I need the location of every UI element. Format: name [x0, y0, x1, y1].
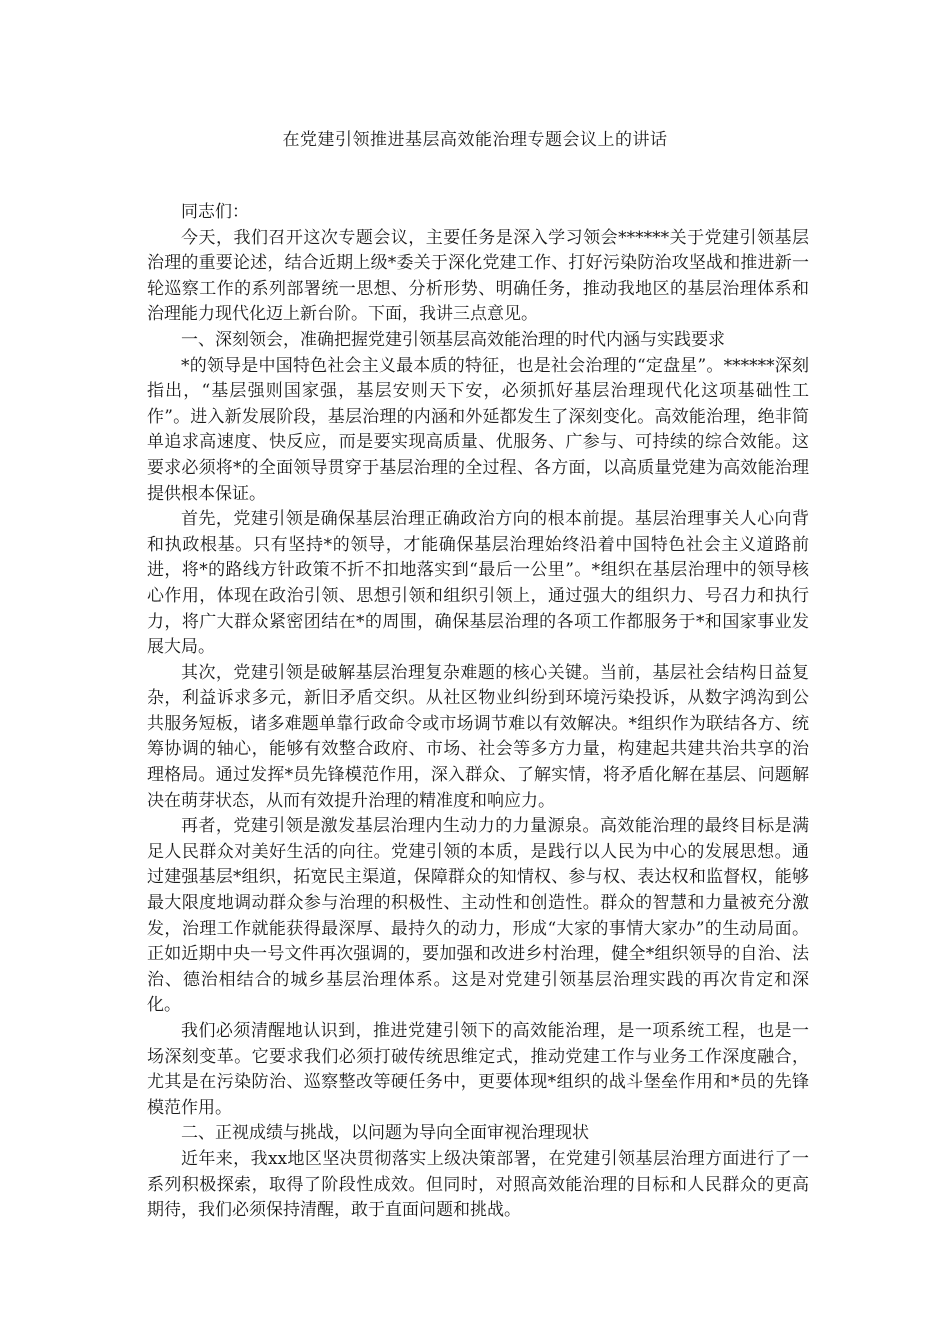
body-paragraph: 首先，党建引领是确保基层治理正确政治方向的根本前提。基层治理事关人心向背和执政根基。只有坚持*的领导，才能确保基层治理始终沿着中国特色社会主义道路前进，将*的路线方针政策不折不扣地落实到“最后一公里”。*组织在基层治理中的领导核心作用，体现在政治引领、思想引领和组织引领上，通过强大的组织力、号召力和执行力，将广大群众紧密团结在*的周围，确保基层治理的各项工作都服务于*和国家事业发展大局。: [147, 509, 809, 658]
document-title: 在党建引领推进基层高效能治理专题会议上的讲话: [282, 130, 668, 150]
document-body: [147, 200, 809, 1224]
salutation-paragraph: 同志们：: [181, 202, 249, 222]
body-paragraph: 我们必须清醒地认识到，推进党建引领下的高效能治理，是一项系统工程，也是一场深刻变革。它要求我们必须打破传统思维定式，推动党建工作与业务工作深度融合，尤其是在污染防治、巡察整改等硬任务中，更要体现*组织的战斗堡垒作用和*员的先锋模范作用。: [147, 1021, 809, 1118]
body-paragraph: 近年来，我xx地区坚决贯彻落实上级决策部署，在党建引领基层治理方面进行了一系列积极探索，取得了阶段性成效。但同时，对照高效能治理的目标和人民群众的更高期待，我们必须保持清醒，敢于直面问题和挑战。: [147, 1148, 809, 1221]
body-paragraph: *的领导是中国特色社会主义最本质的特征，也是社会治理的“定盘星”。******深刻指出，“基层强则国家强，基层安则天下安，必须抓好基层治理现代化这项基础性工作”。进入新发展阶段，基层治理的内涵和外延都发生了深刻变化。高效能治理，绝非简单追求高速度、快反应，而是要实现高质量、优服务、广参与、可持续的综合效能。这要求必须将*的全面领导贯穿于基层治理的全过程、各方面，以高质量党建为高效能治理提供根本保证。: [147, 355, 809, 504]
opening-paragraph: 今天，我们召开这次专题会议，主要任务是深入学习领会******关于党建引领基层治理的重要论述，结合近期上级*委关于深化党建工作、打好污染防治攻坚战和推进新一轮巡察工作的系列部署统一思想、分析形势、明确任务，推动我地区的基层治理体系和治理能力现代化迈上新台阶。下面，我讲三点意见。: [147, 227, 809, 325]
body-paragraph: 其次，党建引领是破解基层治理复杂难题的核心关键。当前，基层社会结构日益复杂，利益诉求多元，新旧矛盾交织。从社区物业纠纷到环境污染投诉，从数字鸿沟到公共服务短板，诸多难题单靠行政命令或市场调节难以有效解决。*组织作为联结各方、统筹协调的轴心，能够有效整合政府、市场、社会等多方力量，构建起共建共治共享的治理格局。通过发挥*员先锋模范作用，深入群众、了解实情，将矛盾化解在基层、问题解决在萌芽状态，从而有效提升治理的精准度和响应力。: [147, 662, 809, 811]
section-heading-1: 一、深刻领会，准确把握党建引领基层高效能治理的时代内涵与实践要求: [181, 329, 725, 350]
section-heading-2: 二、正视成绩与挑战，以问题为导向全面审视治理现状: [181, 1123, 589, 1144]
body-paragraph: 再者，党建引领是激发基层治理内生动力的力量源泉。高效能治理的最终目标是满足人民群众对美好生活的向往。党建引领的本质，是践行以人民为中心的发展思想。通过建强基层*组织，拓宽民主渠道，保障群众的知情权、参与权、表达权和监督权，能够最大限度地调动群众参与治理的积极性、主动性和创造性。群众的智慧和力量被充分激发，治理工作就能获得最深厚、最持久的动力，形成“大家的事情大家办”的生动局面。正如近期中央一号文件再次强调的，要加强和改进乡村治理，健全*组织领导的自治、法治、德治相结合的城乡基层治理体系。这是对党建引领基层治理实践的再次肯定和深化。: [147, 816, 809, 1016]
